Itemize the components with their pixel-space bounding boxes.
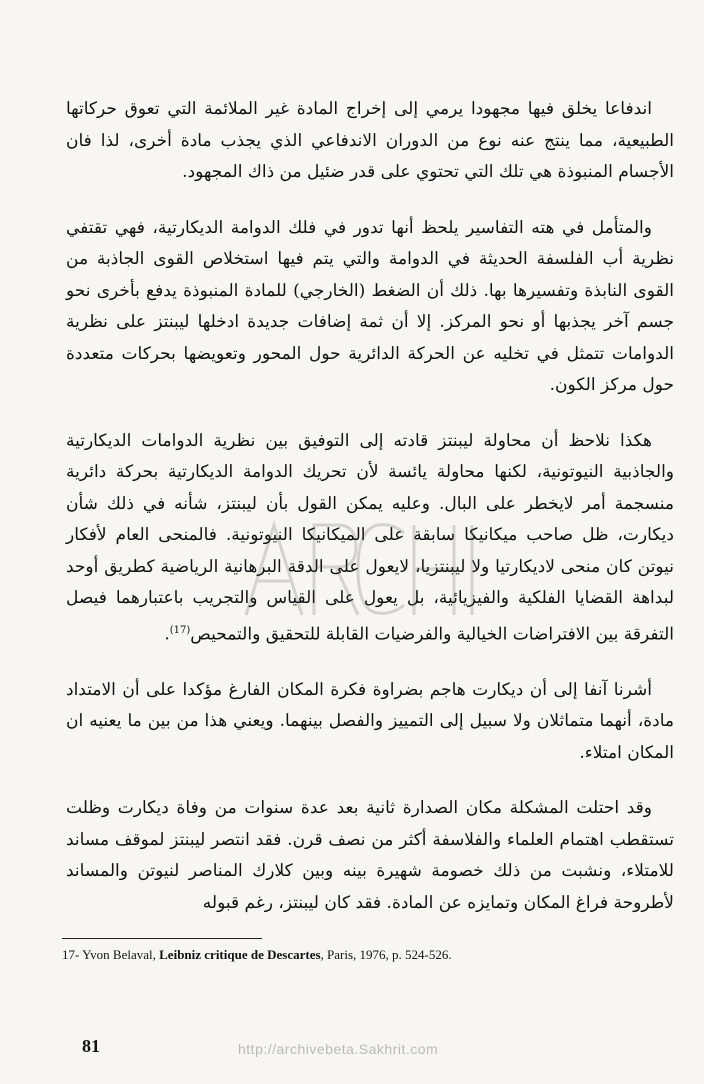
body-text bbox=[66, 94, 674, 943]
footnote-suffix: , Paris, 1976, p. 524-526. bbox=[320, 947, 452, 962]
footnote-prefix: 17- Yvon Belaval, bbox=[62, 947, 160, 962]
paragraph-2: والمتأمل في هته التفاسير يلحظ أنها تدور في فلك الدوامة الديكارتية، فهي تقتفي نظرية أب الفلسفة الحديثة في الدوامة والتي يتم فيها استخلاص القوى الجاذبة من القوى النابذة وتفسيرها بها. ذلك أن الضغط (الخارجي) للمادة المنبوذة يدفع بأخرى نحو جسم آخر يجذبها أو نحو المركز. إلا أن ثمة إضافات جديدة ادخلها ليبنتز على نظرية الدوامات تتمثل في تخليه عن الحركة الدائرية حول المحور وتعويضها بحركات متعددة حول مركز الكون. bbox=[66, 217, 674, 395]
paragraph-3 bbox=[66, 426, 674, 651]
paragraph-3-end: . bbox=[164, 624, 170, 645]
paragraph-1: اندفاعا يخلق فيها مجهودا يرمي إلى إخراج المادة غير الملائمة التي تعوق حركاتها الطبيعية، مما ينتج عنه نوع من الدوران الاندفاعي الذي يجذب مادة أخرى، لذا فان الأجسام المنبوذة هي تلك التي تحتوي على قدر ضئيل من ذاك المجهود. bbox=[66, 99, 674, 182]
footnote-reference: (17) bbox=[169, 624, 191, 636]
footnote bbox=[62, 947, 622, 963]
footnote-divider bbox=[62, 938, 262, 939]
watermark-url: http://archivebeta.Sakhrit.com bbox=[238, 1041, 439, 1057]
page-number: 81 bbox=[82, 1036, 100, 1056]
footnote-title: Leibniz critique de Descartes bbox=[159, 947, 321, 962]
paragraph-3-text: هكذا نلاحظ أن محاولة ليبنتز قادته إلى التوفيق بين نظرية الدوامات الديكارتية والجاذبية النيوتونية، لكنها محاولة يائسة لأن تحريك الدوامة الديكارتية بحركة دائرية منسجمة أمر لايخطر على البال. وعليه يمكن القول بأن ليبنتز، شأنه في ذلك شأن ديكارت، ظل صاحب ميكانيكا سابقة على الميكانيكا النيوتونية. فالمنحى العام لأفكار نيوتن كان منحى لاديكارتيا ولا ليبنتزيا، لايعول على الدقة البرهانية الرياضية كطريق أوحد لبداهة القضايا الفلكية والفيزيائية، بل يعول على القياس والتجريب باعتبارهما فيصل التفرقة بين الافتراضات الخيالية والفرضيات القابلة للتحقيق والتمحيص bbox=[66, 430, 674, 645]
paragraph-5: وقد احتلت المشكلة مكان الصدارة ثانية بعد عدة سنوات من وفاة ديكارت وظلت تستقطب اهتمام العلماء والفلاسفة أكثر من نصف قرن. فقد انتصر ليبنتز لموقف مساند للامتلاء، ونشبت من ذلك خصومة شهيرة بينه وبين كلارك المناصر لنيوتن والمساند لأطروحة فراغ المكان وتمايزه عن المادة. فقد كان ليبنتز، رغم قبوله bbox=[66, 798, 674, 913]
paragraph-4: أشرنا آنفا إلى أن ديكارت هاجم بضراوة فكرة المكان الفارغ مؤكدا على أن الامتداد مادة، أنهما متماثلان ولا سبيل إلى التمييز والفصل بينهما. ويعني هذا من بين ما يعنيه ان المكان امتلاء. bbox=[66, 679, 674, 763]
